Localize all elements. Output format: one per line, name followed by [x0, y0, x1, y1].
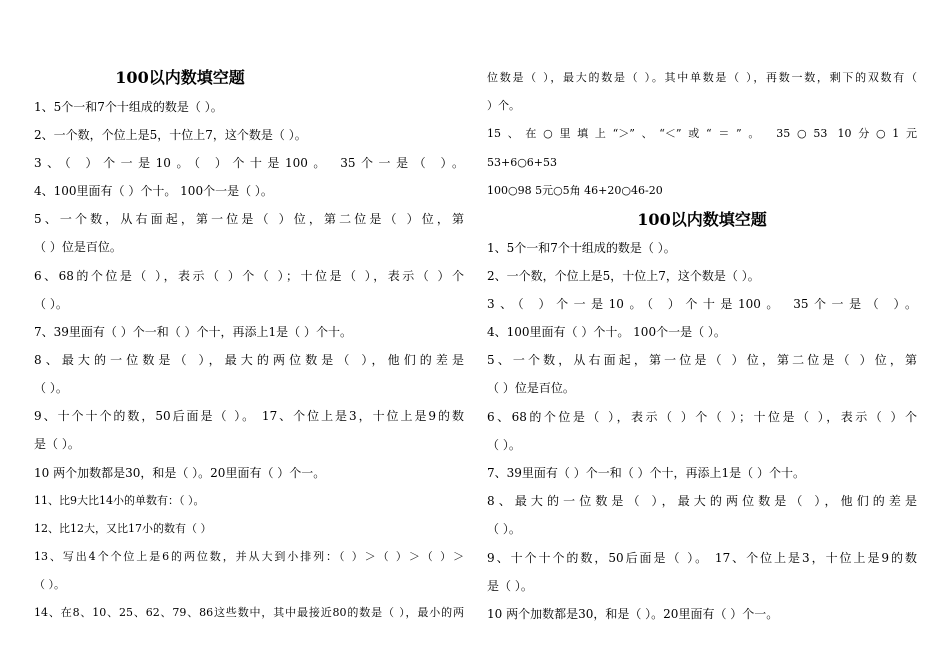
question-line: 6、68的个位是（ ），表示（ ）个（ ）；十位是（ ），表示（ ）个: [34, 269, 464, 283]
question-line: 100○98 5元○5角 46+20○46-20: [487, 184, 663, 197]
question-line: 9、十个十个的数，50后面是（ ）。 17、个位上是3，十位上是9的数: [34, 409, 464, 423]
question-line: ）个。: [487, 99, 520, 112]
question-line: 12、比12大，又比17小的数有（ ）: [34, 522, 212, 535]
question-line: 8、最大的一位数是（ ），最大的两位数是（ ），他们的差是: [34, 353, 464, 367]
question-line: 2、一个数，个位上是5，十位上7，这个数是（ ）。: [487, 269, 760, 283]
question-line: （ ）位是百位。: [487, 381, 575, 395]
question-line: 15、在○里填上“＞”、“＜”或“＝”。 35○53 10分○1元: [487, 127, 917, 140]
question-line: 4、100里面有（ ）个十。 100个一是（ ）。: [34, 184, 273, 198]
question-line: （ ）。: [34, 381, 68, 395]
question-line: 14、在8、10、25、62、79、86这些数中，其中最接近80的数是（ ），最小的两: [34, 606, 464, 619]
question-line: 13、写出4个个位上是6的两位数，并从大到小排列：（ ）＞（ ）＞（ ）＞: [34, 550, 464, 563]
question-line: 1、5个一和7个十组成的数是（ ）。: [34, 100, 223, 114]
question-line: 是（ ）。: [487, 579, 533, 593]
question-line: 2、一个数，个位上是5，十位上7，这个数是（ ）。: [34, 128, 307, 142]
question-line: 11、比9大比14小的单数有：（ ）。: [34, 494, 205, 507]
question-line: 3、（ ）个一是10。（ ）个十是100。 35个一是（ ）。: [34, 156, 464, 170]
question-line: （ ）。: [34, 297, 68, 311]
question-line: 7、39里面有（ ）个一和（ ）个十，再添上1是（ ）个十。: [487, 466, 805, 480]
question-line: （ ）。: [487, 438, 521, 452]
question-line: 是（ ）。: [34, 437, 80, 451]
worksheet-title: 100以内数填空题: [115, 68, 245, 87]
question-line: 6、68的个位是（ ），表示（ ）个（ ）；十位是（ ），表示（ ）个: [487, 410, 917, 424]
question-line: 3、（ ）个一是10。（ ）个十是100。 35个一是（ ）。: [487, 297, 917, 311]
question-line: （ ）位是百位。: [34, 240, 122, 254]
question-line: 9、十个十个的数，50后面是（ ）。 17、个位上是3，十位上是9的数: [487, 551, 917, 565]
question-line: （ ）。: [34, 578, 65, 591]
question-line: 8、最大的一位数是（ ），最大的两位数是（ ），他们的差是: [487, 494, 917, 508]
question-line: 5、一个数，从右面起，第一位是（ ）位，第二位是（ ）位，第: [487, 353, 917, 367]
question-line: 5、一个数，从右面起，第一位是（ ）位，第二位是（ ）位，第: [34, 212, 464, 226]
question-line: 7、39里面有（ ）个一和（ ）个十，再添上1是（ ）个十。: [34, 325, 352, 339]
question-line: 4、100里面有（ ）个十。 100个一是（ ）。: [487, 325, 726, 339]
question-line: 10 两个加数都是30，和是（ ）。20里面有（ ）个一。: [487, 607, 779, 621]
question-line: 10 两个加数都是30，和是（ ）。20里面有（ ）个一。: [34, 466, 326, 480]
question-line: 53+6○6+53: [487, 156, 558, 169]
worksheet-title: 100以内数填空题: [637, 210, 767, 229]
question-line: （ ）。: [487, 522, 521, 536]
question-line: 1、5个一和7个十组成的数是（ ）。: [487, 241, 676, 255]
question-line: 位数是（ ），最大的数是（ ）。其中单数是（ ），再数一数，剩下的双数有（: [487, 71, 917, 84]
